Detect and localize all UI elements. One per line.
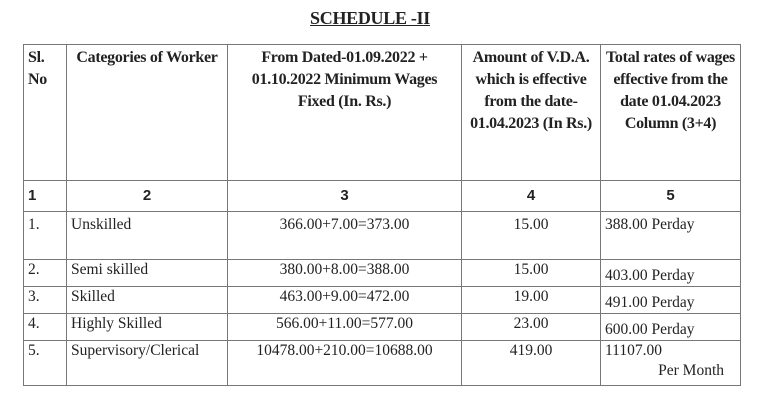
table-row bbox=[24, 287, 741, 314]
vda: 23.00 bbox=[462, 314, 601, 341]
column-number: 3 bbox=[228, 181, 462, 212]
total-rate: 388.00 Perday bbox=[605, 216, 695, 233]
header-min-wages: From Dated-01.09.2022 + 01.10.2022 Minimum Wages Fixed (In. Rs.) bbox=[228, 45, 462, 181]
min-wages: 566.00+11.00=577.00 bbox=[228, 314, 462, 341]
header-category: Categories of Worker bbox=[67, 45, 228, 181]
vda: 19.00 bbox=[462, 287, 601, 314]
total-cell bbox=[601, 212, 741, 260]
column-number: 5 bbox=[601, 181, 741, 212]
category: Skilled bbox=[67, 287, 228, 314]
wages-schedule-table bbox=[23, 44, 741, 386]
column-number: 1 bbox=[24, 181, 67, 212]
column-number: 4 bbox=[462, 181, 601, 212]
category: Semi skilled bbox=[67, 260, 228, 287]
min-wages: 10478.00+210.00=10688.00 bbox=[228, 341, 462, 386]
category: Highly Skilled bbox=[67, 314, 228, 341]
category: Supervisory/Clerical bbox=[67, 341, 228, 386]
vda: 15.00 bbox=[462, 212, 601, 260]
category: Unskilled bbox=[67, 212, 228, 260]
column-number-row bbox=[24, 181, 741, 212]
header-vda: Amount of V.D.A. which is effective from the date- 01.04.2023 (In Rs.) bbox=[462, 45, 601, 181]
table-row bbox=[24, 341, 741, 386]
header-row bbox=[24, 45, 741, 181]
header-total: Total rates of wages effective from the date 01.04.2023 Column (3+4) bbox=[601, 45, 741, 181]
table-row bbox=[24, 212, 741, 260]
total-cell bbox=[601, 341, 741, 386]
vda: 15.00 bbox=[462, 260, 601, 287]
total-cell bbox=[601, 287, 741, 314]
total-rate: 11107.00 bbox=[605, 342, 662, 359]
table-row bbox=[24, 314, 741, 341]
sl-no: 4. bbox=[24, 314, 67, 341]
table-row bbox=[24, 260, 741, 287]
document-title: SCHEDULE -II bbox=[310, 8, 430, 28]
total-rate: 491.00 Perday bbox=[605, 294, 695, 311]
total-rate: 403.00 Perday bbox=[605, 267, 695, 284]
min-wages: 380.00+8.00=388.00 bbox=[228, 260, 462, 287]
total-cell bbox=[601, 314, 741, 341]
min-wages: 463.00+9.00=472.00 bbox=[228, 287, 462, 314]
column-number: 2 bbox=[67, 181, 228, 212]
vda: 419.00 bbox=[462, 341, 601, 386]
total-cell bbox=[601, 260, 741, 287]
sl-no: 5. bbox=[24, 341, 67, 386]
header-sl-no: Sl. No bbox=[24, 45, 67, 181]
total-rate: 600.00 Perday bbox=[605, 321, 695, 338]
sl-no: 1. bbox=[24, 212, 67, 260]
min-wages: 366.00+7.00=373.00 bbox=[228, 212, 462, 260]
sl-no: 3. bbox=[24, 287, 67, 314]
sl-no: 2. bbox=[24, 260, 67, 287]
rate-unit: Per Month bbox=[658, 362, 724, 379]
